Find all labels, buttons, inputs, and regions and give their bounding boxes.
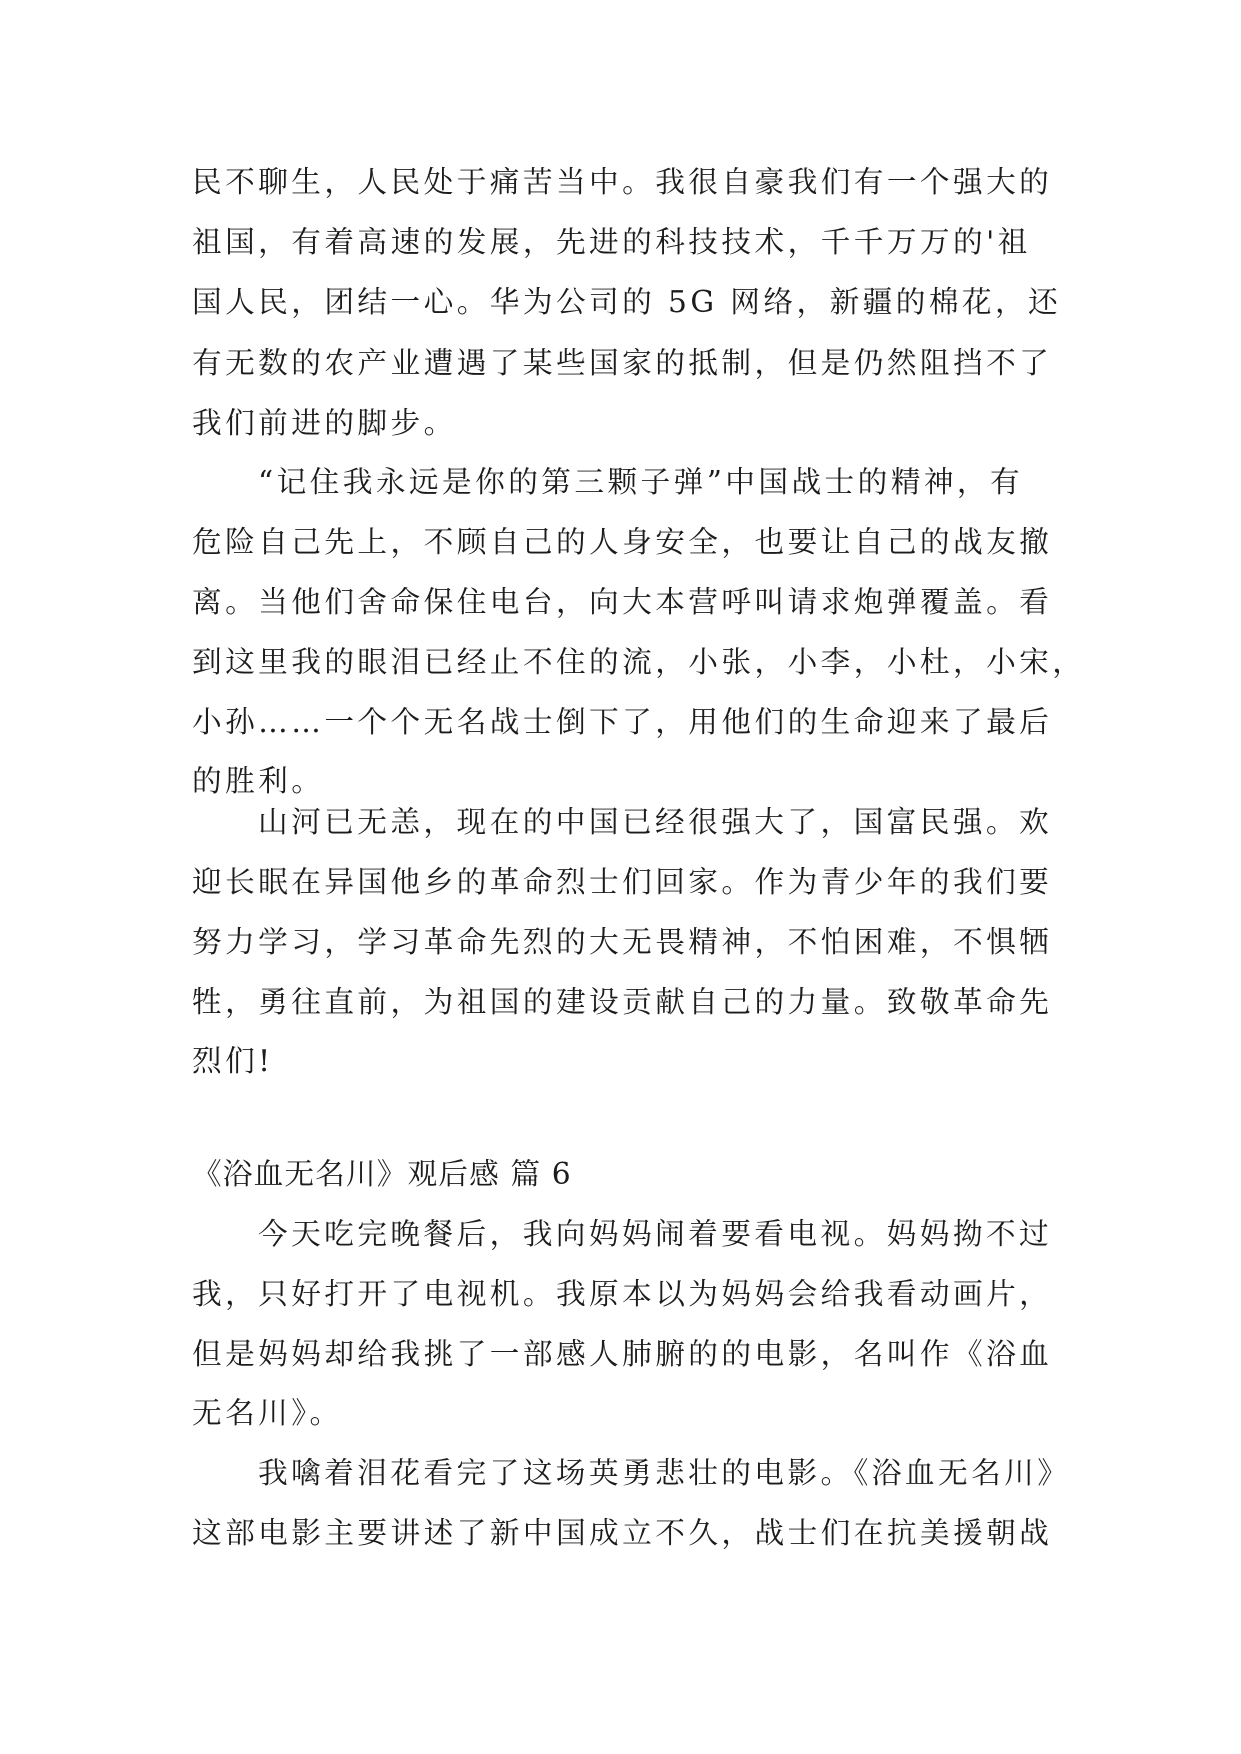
- paragraph-4-line-2: 我，只好打开了电视机。我原本以为妈妈会给我看动画片，: [192, 1277, 1053, 1312]
- paragraph-3-line-5: 烈们!: [192, 1044, 274, 1079]
- paragraph-4-line-3: 但是妈妈却给我挑了一部感人肺腑的的电影，名叫作《浴血: [192, 1337, 1053, 1372]
- paragraph-4-line-1: 今天吃完晚餐后，我向妈妈闹着要看电视。妈妈拗不过: [258, 1217, 1053, 1252]
- paragraph-2-line-6: 的胜利。: [192, 764, 325, 799]
- paragraph-1-line-5: 我们前进的脚步。: [192, 406, 457, 441]
- paragraph-3-line-1: 山河已无恙，现在的中国已经很强大了，国富民强。欢: [258, 805, 1053, 840]
- paragraph-2-line-1: “记住我永远是你的第三颗子弹”中国战士的精神，有: [258, 465, 1024, 500]
- paragraph-3-line-3: 努力学习，学习革命先烈的大无畏精神，不怕困难，不惧牺: [192, 925, 1053, 960]
- paragraph-1-line-2: 祖国，有着高速的发展，先进的科技技术，千千万万的'祖: [192, 225, 1031, 260]
- paragraph-1-line-3: 国人民，团结一心。华为公司的 5G 网络，新疆的棉花，还: [192, 285, 1062, 320]
- paragraph-4-line-4: 无名川》。: [192, 1396, 343, 1431]
- paragraph-5-line-1: 我噙着泪花看完了这场英勇悲壮的电影。《浴血无名川》: [258, 1456, 1071, 1491]
- paragraph-2-line-4: 到这里我的眼泪已经止不住的流，小张，小李，小杜，小宋，: [192, 645, 1086, 680]
- paragraph-2-line-3: 离。当他们舍命保住电台，向大本营呼叫请求炮弹覆盖。看: [192, 585, 1053, 620]
- paragraph-1-line-1: 民不聊生，人民处于痛苦当中。我很自豪我们有一个强大的: [192, 165, 1053, 200]
- paragraph-1-line-4: 有无数的农产业遭遇了某些国家的抵制，但是仍然阻挡不了: [192, 346, 1053, 381]
- section-title: 《浴血无名川》观后感 篇 6: [192, 1157, 572, 1192]
- paragraph-5-line-2: 这部电影主要讲述了新中国成立不久，战士们在抗美援朝战: [192, 1516, 1053, 1551]
- paragraph-2-line-5: 小孙……一个个无名战士倒下了，用他们的生命迎来了最后: [192, 705, 1053, 740]
- paragraph-3-line-2: 迎长眠在异国他乡的革命烈士们回家。作为青少年的我们要: [192, 865, 1053, 900]
- paragraph-3-line-4: 牲，勇往直前，为祖国的建设贡献自己的力量。致敬革命先: [192, 985, 1053, 1020]
- paragraph-2-line-2: 危险自己先上，不顾自己的人身安全，也要让自己的战友撤: [192, 525, 1053, 560]
